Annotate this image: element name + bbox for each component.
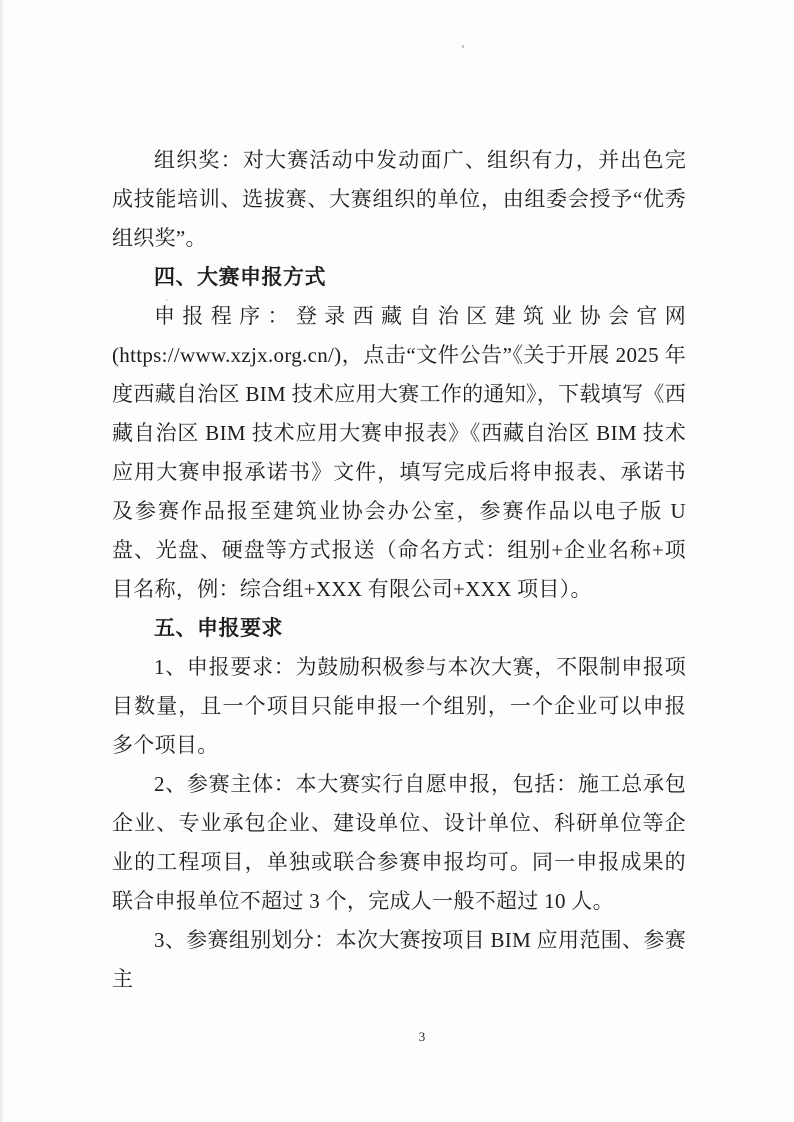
scan-edge-artifact xyxy=(0,0,4,1122)
paragraph-organization-award: 组织奖：对大赛活动中发动面广、组织有力，并出色完成技能培训、选拔赛、大赛组织的单位，由组委会授予“优秀组织奖”。 xyxy=(112,148,686,250)
document-body xyxy=(112,141,686,999)
paragraph-requirement-3: 3、参赛组别划分：本次大赛按项目 BIM 应用范围、参赛主 xyxy=(112,928,686,991)
paragraph-requirement-1: 1、申报要求：为鼓励积极参与本次大赛，不限制申报项目数量，且一个项目只能申报一个组别，一个企业可以申报多个项目。 xyxy=(112,655,686,757)
scan-speck xyxy=(462,45,464,48)
page-number: 3 xyxy=(418,1029,426,1044)
paragraph-application-procedure: 申报程序：登录西藏自治区建筑业协会官网(https://www.xzjx.org.cn/)，点击“文件公告”《关于开展 2025 年度西藏自治区 BIM 技术应用大赛工作的通知》，下载填写《西藏自治区 BIM 技术应用大赛申报表》《西藏自治区 BIM 技术应用大赛申报承诺书》文件，填写完成后将申报表、承诺书及参赛作品报至建筑业协会办公室，参赛作品以电子版 U 盘、光盘、硬盘等方式报送（命名方式：组别+企业名称+项目名称，例：综合组+XXX 有限公司+XXX 项目）。 xyxy=(112,304,686,601)
section-heading-application-method: 四、大赛申报方式 xyxy=(154,266,326,289)
section-heading-application-requirements: 五、申报要求 xyxy=(154,617,283,640)
paragraph-requirement-2: 2、参赛主体：本大赛实行自愿申报，包括：施工总承包企业、专业承包企业、建设单位、设计单位、科研单位等企业的工程项目，单独或联合参赛申报均可。同一申报成果的联合申报单位不超过 3 个，完成人一般不超过 10 人。 xyxy=(112,772,686,913)
